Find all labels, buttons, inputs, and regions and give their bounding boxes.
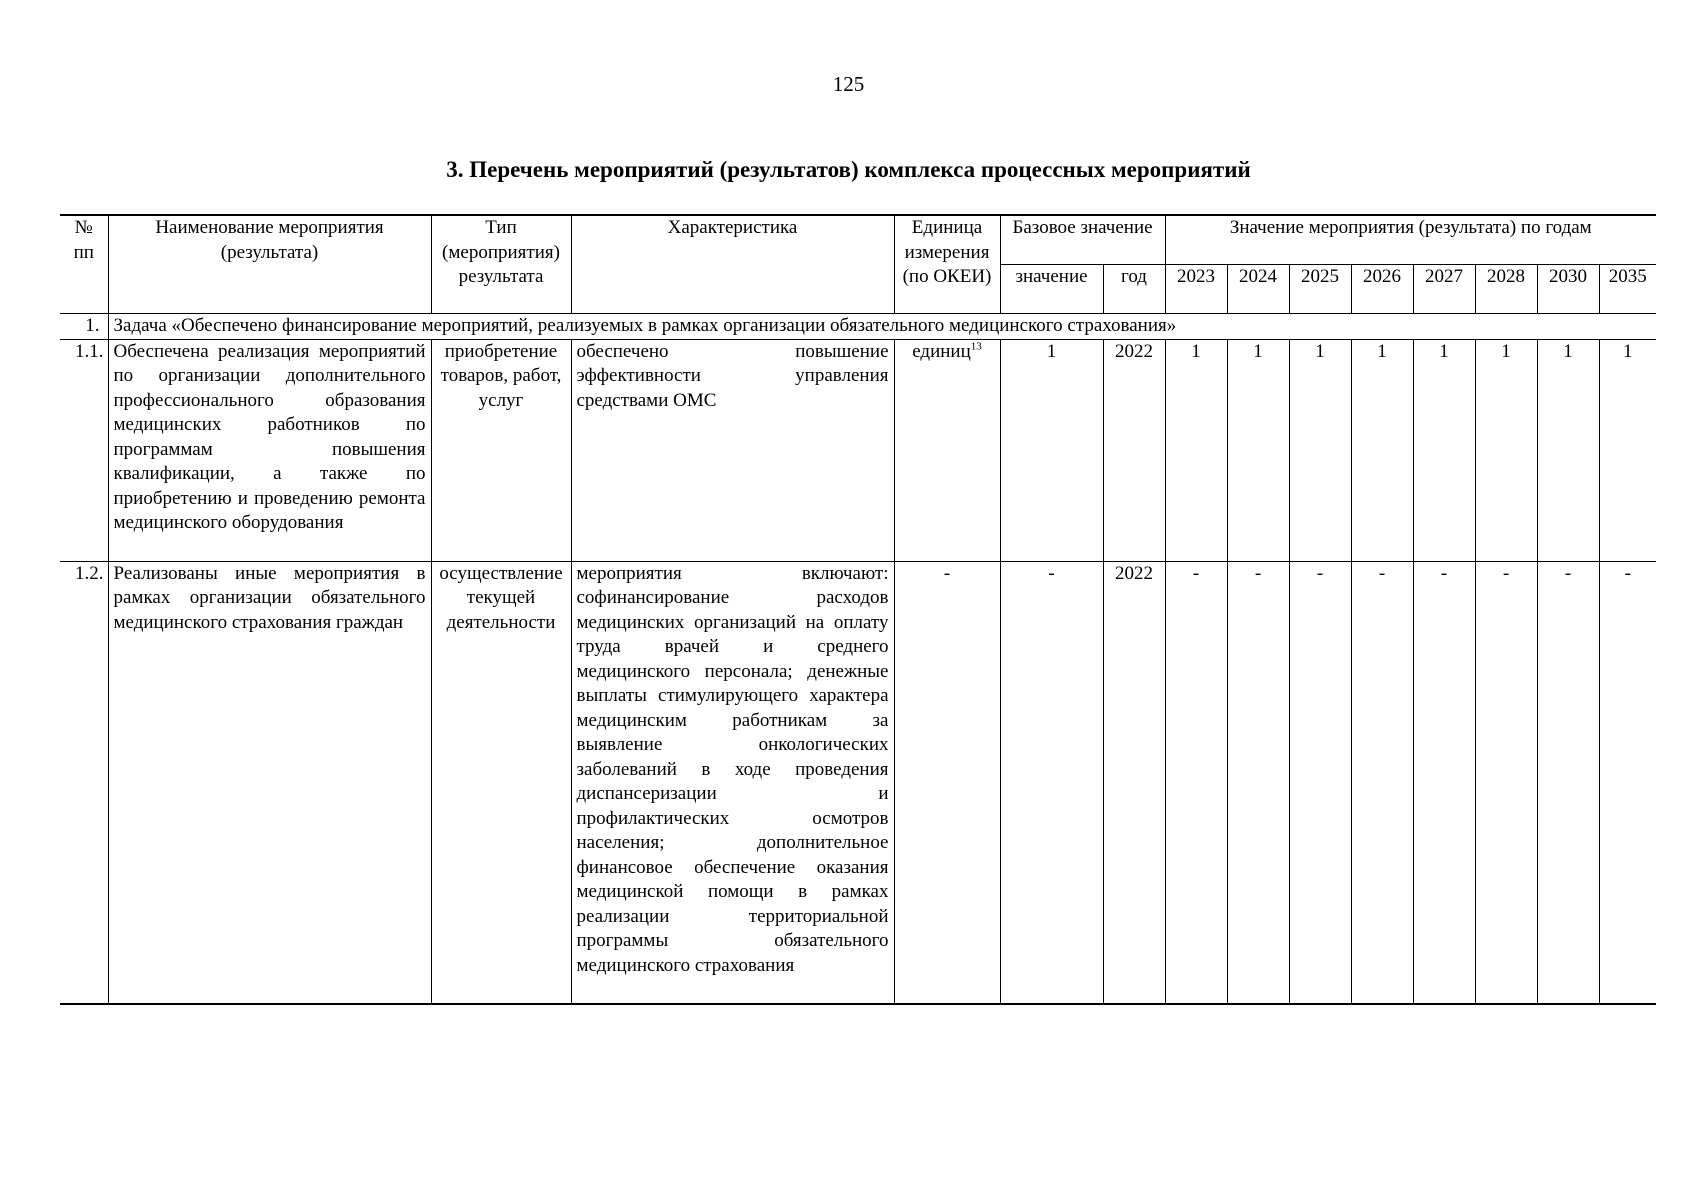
header-name: Наименование мероприятия (результата): [108, 215, 431, 314]
row-name: Обеспечена реализация мероприятий по организации дополнительного профессионального образования медицинских работников по программам повышения квалификации, а также по приобретению и проведению ремонта медицинского оборудования: [108, 339, 431, 561]
task-num: 1.: [60, 314, 108, 340]
row-type: приобретение товаров, работ, услуг: [431, 339, 571, 561]
row-value: -: [1289, 561, 1351, 1004]
header-year: 2023: [1165, 265, 1227, 314]
row-value: 1: [1227, 339, 1289, 561]
table-header-row: [60, 215, 1656, 265]
row-value: -: [1351, 561, 1413, 1004]
row-value: -: [1227, 561, 1289, 1004]
header-type: Тип (мероприятия) результата: [431, 215, 571, 314]
header-base-year: год: [1103, 265, 1165, 314]
row-num: 1.1.: [60, 339, 108, 561]
row-base-value: -: [1000, 561, 1103, 1004]
row-value: 1: [1351, 339, 1413, 561]
page-number: 125: [832, 72, 865, 96]
row-characteristic: мероприятия включают: софинансирование расходов медицинских организаций на оплату труда врачей и среднего медицинского персонала; денежные выплаты стимулирующего характера медицинским работникам за выявление онкологических заболеваний в ходе проведения диспансеризации и профилактических осмотров населения; дополнительное финансовое обеспечение оказания медицинской помощи в рамках реализации территориальной программы обязательного медицинского страхования: [571, 561, 894, 1004]
row-value: 1: [1599, 339, 1656, 561]
row-value: -: [1165, 561, 1227, 1004]
row-value: 1: [1289, 339, 1351, 561]
header-year: 2026: [1351, 265, 1413, 314]
unit-text: единиц: [912, 340, 971, 362]
table-row: [60, 339, 1656, 561]
row-unit: -: [894, 561, 1000, 1004]
header-year: 2030: [1537, 265, 1599, 314]
row-value: -: [1413, 561, 1475, 1004]
unit-footnote: 13: [970, 340, 982, 353]
row-value: -: [1599, 561, 1656, 1004]
header-unit: Единица измерения (по ОКЕИ): [894, 215, 1000, 314]
row-name: Реализованы иные мероприятия в рамках организации обязательного медицинского страхования граждан: [108, 561, 431, 1004]
header-characteristic: Характеристика: [571, 215, 894, 314]
document-title: 3. Перечень мероприятий (результатов) комплекса процессных мероприятий: [446, 157, 1251, 182]
row-unit: [894, 339, 1000, 561]
table-row: [60, 314, 1656, 340]
row-type: осуществление текущей деятельности: [431, 561, 571, 1004]
row-base-value: 1: [1000, 339, 1103, 561]
row-value: -: [1537, 561, 1599, 1004]
row-value: 1: [1413, 339, 1475, 561]
row-num: 1.2.: [60, 561, 108, 1004]
header-num: № пп: [60, 215, 108, 314]
table-row: [60, 561, 1656, 1004]
header-values: Значение мероприятия (результата) по годам: [1165, 215, 1656, 265]
row-base-year: 2022: [1103, 561, 1165, 1004]
header-base-value: значение: [1000, 265, 1103, 314]
header-year: 2024: [1227, 265, 1289, 314]
header-year: 2025: [1289, 265, 1351, 314]
header-year: 2027: [1413, 265, 1475, 314]
header-year: 2028: [1475, 265, 1537, 314]
row-value: 1: [1537, 339, 1599, 561]
row-value: -: [1475, 561, 1537, 1004]
row-value: 1: [1165, 339, 1227, 561]
row-value: 1: [1475, 339, 1537, 561]
task-text: Задача «Обеспечено финансирование мероприятий, реализуемых в рамках организации обязательного медицинского страхования»: [108, 314, 1656, 340]
header-base: Базовое значение: [1000, 215, 1165, 265]
row-characteristic: обеспечено повышение эффективности управления средствами ОМС: [571, 339, 894, 561]
activities-table: [60, 214, 1656, 1005]
header-year: 2035: [1599, 265, 1656, 314]
row-base-year: 2022: [1103, 339, 1165, 561]
